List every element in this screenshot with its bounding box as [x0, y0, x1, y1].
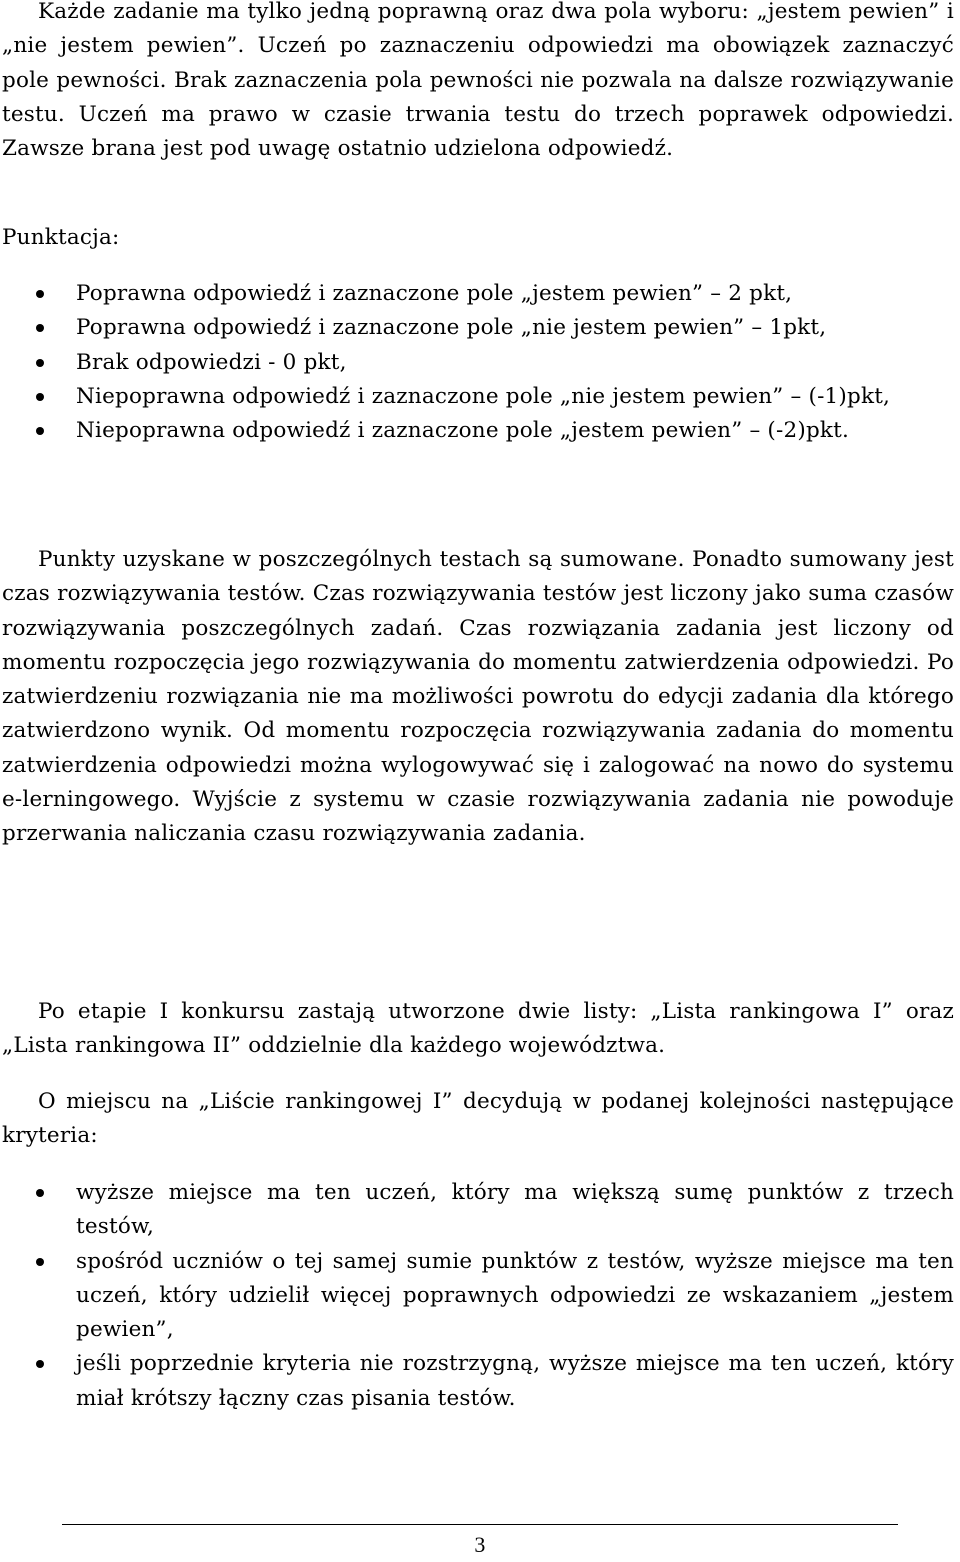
summing-paragraph: Punkty uzyskane w poszczególnych testach są sumowane. Ponadto sumowany jest czas rozwiązywania testów. Czas rozwiązywania testów jest liczony jako suma czasów rozwiązywania poszczególnych zadań. Czas rozwiązania zadania jest liczony od momentu rozpoczęcia jego rozwiązywania do momentu zatwierdzenia odpowiedzi. Po zatwierdzeniu rozwiązania nie ma możliwości powrotu do edycji zadania dla którego zatwierdzono wynik. Od momentu rozpoczęcia rozwiązywania zadania do momentu zatwierdzenia odpowiedzi można wylogowywać się i zalogować na nowo do systemu e-lerningowego. Wyjście z systemu w czasie rozwiązywania zadania nie powoduje przerwania naliczania czasu rozwiązywania zadania.	[2, 547, 954, 847]
criteria-item-text: jeśli poprzednie kryteria nie rozstrzygną, wyższe miejsce ma ten uczeń, który miał krótszy łączny czas pisania testów.	[76, 1351, 954, 1411]
criteria-list	[0, 1176, 954, 1416]
scoring-item-text: Niepoprawna odpowiedź i zaznaczone pole „jestem pewien” – (-2)pkt.	[76, 418, 850, 444]
bullet-icon	[36, 324, 44, 332]
scoring-list-item	[0, 346, 954, 380]
footer-rule	[62, 1524, 898, 1525]
scoring-list-item	[0, 311, 954, 345]
criteria-item-text: spośród uczniów o tej samej sumie punktów z testów, wyższe miejsce ma ten uczeń, który udzielił więcej poprawnych odpowiedzi ze wskazaniem „jestem pewien”,	[76, 1248, 954, 1343]
bullet-icon	[36, 359, 44, 367]
bullet-icon	[36, 427, 44, 435]
scoring-item-text: Poprawna odpowiedź i zaznaczone pole „jestem pewien” – 2 pkt,	[76, 281, 793, 306]
criteria-list-item	[0, 1347, 954, 1416]
scoring-item-text: Niepoprawna odpowiedź i zaznaczone pole „nie jestem pewien” – (-1)pkt,	[76, 383, 891, 409]
scoring-item-text: Poprawna odpowiedź i zaznaczone pole „nie jestem pewien” – 1pkt,	[76, 315, 827, 341]
bullet-icon	[36, 1258, 44, 1266]
scoring-label: Punktacja:	[2, 225, 120, 250]
intro-paragraph: Każde zadanie ma tylko jedną poprawną oraz dwa pola wyboru: „jestem pewien” i „nie jestem pewien”. Uczeń po zaznaczeniu odpowiedzi ma obowiązek zaznaczyć pole pewności. Brak zaznaczenia pola pewności nie pozwala na dalsze rozwiązywanie testu. Uczeń ma prawo w czasie trwania testu do trzech poprawek odpowiedzi. Zawsze brana jest pod uwagę ostatnio udzielona odpowiedź.	[2, 0, 954, 162]
criteria-list-item	[0, 1176, 954, 1245]
scoring-list	[0, 277, 954, 448]
scoring-list-item	[0, 414, 954, 448]
bullet-icon	[36, 290, 44, 298]
bullet-icon	[36, 1189, 44, 1197]
scoring-list-item	[0, 380, 954, 414]
criteria-list-item	[0, 1245, 954, 1348]
bullet-icon	[36, 1360, 44, 1368]
bullet-icon	[36, 393, 44, 401]
scoring-item-text: Brak odpowiedzi - 0 pkt,	[76, 349, 347, 375]
lists-paragraph: Po etapie I konkursu zastają utworzone dwie listy: „Lista rankingowa I” oraz „Lista rankingowa II” oddzielnie dla każdego województwa.	[2, 999, 954, 1059]
criteria-intro: O miejscu na „Liście rankingowej I” decydują w podanej kolejności następujące kryteria:	[2, 1089, 954, 1149]
scoring-list-item	[0, 277, 954, 311]
page-number: 3	[474, 1532, 486, 1557]
criteria-item-text: wyższe miejsce ma ten uczeń, który ma większą sumę punktów z trzech testów,	[76, 1180, 954, 1240]
